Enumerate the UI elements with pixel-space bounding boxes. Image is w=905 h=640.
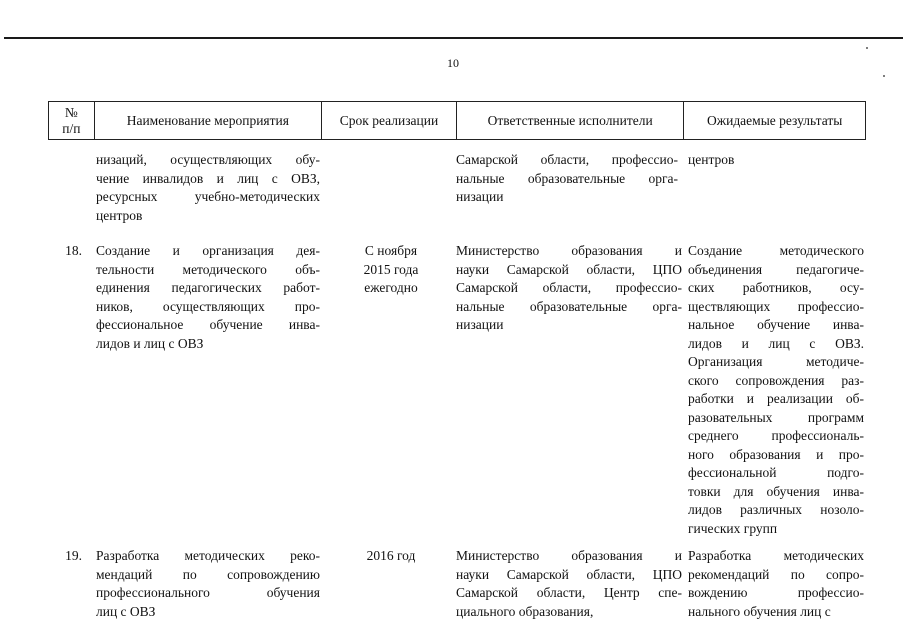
text-line: среднего профессиональ- [688, 428, 864, 443]
header-number: № п/п [62, 104, 81, 136]
row-event-name [96, 242, 320, 353]
text-line: 18. [65, 243, 82, 258]
text-line: Самарской области, профессио- [456, 152, 678, 167]
text-line: низаций, осуществляющих обу- [96, 152, 320, 167]
text-line: фессиональное обучение инва- [96, 317, 320, 332]
text-line: гических групп [688, 520, 778, 536]
text-line: нальное обучение инва- [688, 317, 864, 332]
text-line: Самарской области, профессио- [456, 280, 682, 295]
header-results: Ожидаемые результаты [683, 102, 865, 139]
text-line: Министерство образования и [456, 548, 682, 563]
row-number [48, 242, 82, 261]
text-line: нальные образовательные орга- [456, 170, 678, 186]
text-line: лидов различных нозоло- [688, 502, 864, 517]
header-event-name: Наименование мероприятия [94, 102, 321, 139]
text-line: Самарской области, Центр спе- [456, 585, 682, 600]
cont-event-name [96, 151, 320, 225]
text-line: работки и реализации об- [688, 391, 864, 406]
text-line: чение инвалидов и лиц с ОВЗ, [96, 170, 320, 186]
text-line [456, 261, 682, 280]
text-line: циального образования, [456, 603, 594, 619]
text-line: разовательных программ [688, 409, 864, 425]
text-line: ного образования и про- [688, 446, 864, 462]
text-line: 19. [65, 548, 82, 563]
text-line: лиц с ОВЗ [96, 603, 156, 619]
page-number: 10 [447, 56, 459, 70]
text-line: 2016 год [366, 548, 416, 563]
cont-results [688, 151, 864, 170]
text-line: ского сопровождения раз- [688, 372, 864, 388]
text-fragment: науки [456, 566, 490, 582]
row-term [326, 547, 456, 566]
header-responsible: Ответственные исполнители [456, 102, 683, 139]
text-line: ществляющих профессио- [688, 298, 864, 314]
scan-speck [883, 75, 885, 77]
text-fragment: науки [456, 261, 490, 277]
text-line [456, 566, 682, 585]
text-line: профессионального обучения [96, 585, 320, 600]
text-line: ских работников, осу- [688, 280, 864, 295]
row-results [688, 547, 864, 621]
text-line: центров [96, 207, 143, 223]
row-results [688, 242, 864, 538]
text-line: фессиональной подго- [688, 465, 864, 480]
table-header [48, 101, 866, 140]
text-line: Разработка методических реко- [96, 548, 320, 563]
scan-speck [866, 47, 868, 49]
text-line: низации [456, 317, 504, 332]
text-line: Разработка методических [688, 548, 864, 563]
text-line: ежегодно [364, 280, 418, 295]
text-line: лидов и лиц с ОВЗ. [688, 335, 864, 351]
text-line: мендаций по сопровождению [96, 566, 320, 582]
text-line: ресурсных учебно-методических [96, 189, 320, 204]
text-fragment: Самарской области, ЦПО [506, 566, 683, 582]
text-line: Создание и организация дея- [96, 243, 320, 258]
text-line: ников, осуществляющих про- [96, 298, 320, 314]
row-event-name [96, 547, 320, 621]
text-line: центров [688, 152, 735, 167]
text-line: Создание методического [688, 243, 864, 258]
events-table [48, 101, 866, 640]
text-fragment: Самарской области, ЦПО [506, 261, 683, 277]
text-line: единения педагогических работ- [96, 280, 320, 295]
text-line: С ноября [364, 243, 418, 258]
header-term: Срок реализации [321, 102, 456, 139]
text-line: лидов и лиц с ОВЗ [96, 335, 204, 351]
text-line: рекомендаций по сопро- [688, 566, 864, 582]
row-responsible [456, 242, 682, 335]
text-line: вождению профессио- [688, 585, 864, 600]
text-line: Организация методиче- [688, 354, 864, 369]
row-responsible [456, 547, 682, 621]
text-line: товки для обучения инва- [688, 483, 864, 499]
text-line: объединения педагогиче- [688, 261, 864, 277]
text-line: нальные образовательные орга- [456, 298, 682, 314]
text-line: 2015 года [363, 261, 419, 277]
text-line: нального обучения лиц с [688, 603, 831, 619]
text-line: низации [456, 189, 504, 204]
row-number [48, 547, 82, 566]
cont-responsible [456, 151, 678, 207]
row-term [326, 242, 456, 298]
top-rule [4, 37, 903, 39]
text-line: тельности методического объ- [96, 261, 320, 277]
text-line: Министерство образования и [456, 243, 682, 258]
